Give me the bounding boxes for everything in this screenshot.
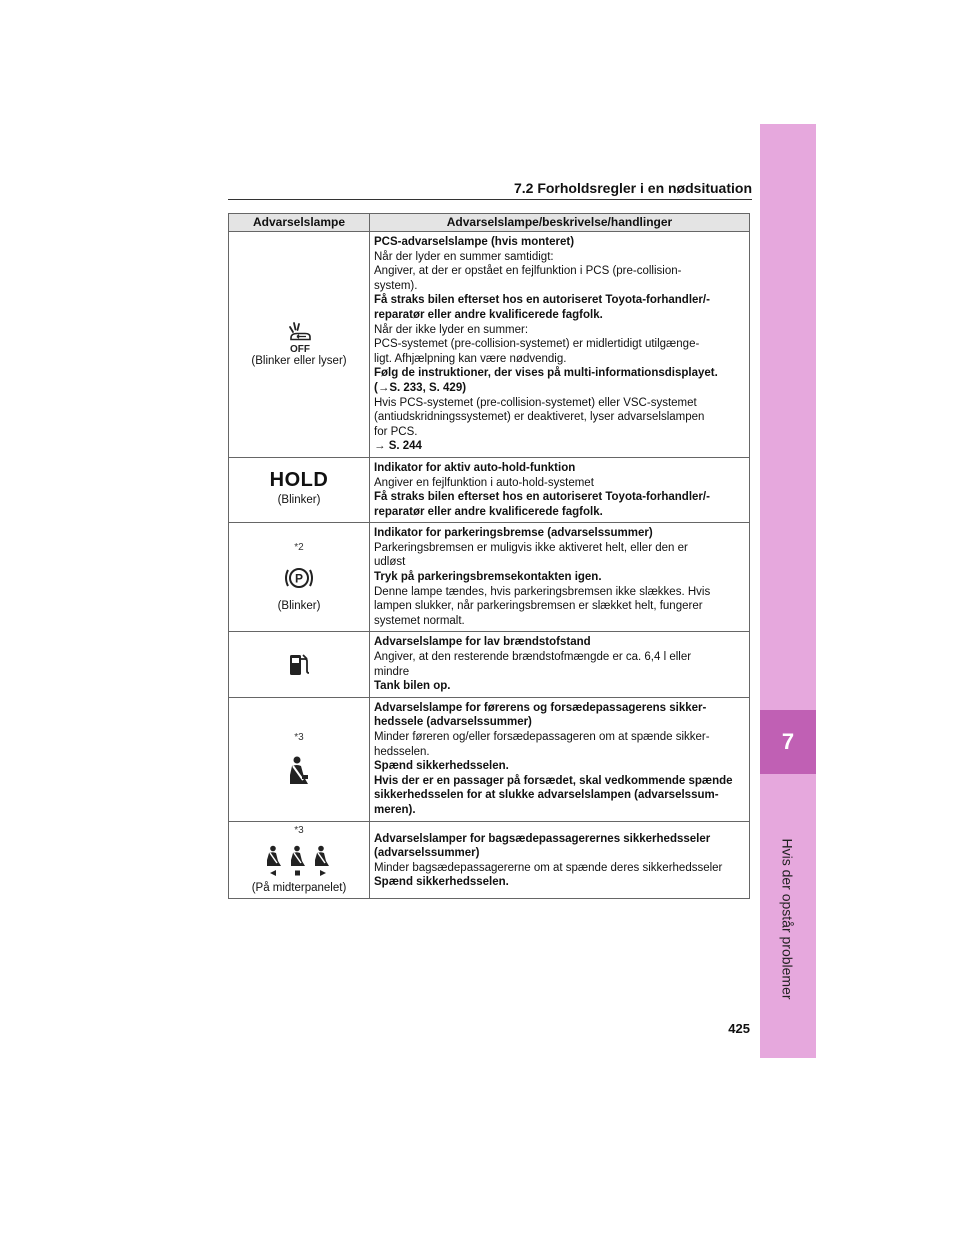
chapter-number: 7 <box>760 710 816 774</box>
table-row <box>229 632 750 697</box>
description-line: PCS-systemet (pre-collision-systemet) er midlertidigt utilgænge- <box>374 338 700 351</box>
description-line: meren). <box>374 803 416 816</box>
description-line: Angiver, at der er opstået en fejlfunktion i PCS (pre-collision- <box>374 265 682 278</box>
description-cell <box>370 232 750 458</box>
description-line: Angiver en fejlfunktion i auto-hold-systemet <box>374 476 594 489</box>
description-line: reparatør eller andre kvalificerede fagfolk. <box>374 308 603 321</box>
description-line: (advarselssummer) <box>374 847 480 860</box>
lamp-cell <box>229 697 370 821</box>
page-reference: (→S. 233, S. 429) <box>374 381 467 394</box>
description-line: Når der ikke lyder en summer: <box>374 323 529 336</box>
description-line: (antiudskridningssystemet) er deaktiveret, lyser advarselslampen <box>374 411 705 424</box>
parking-brake-icon-letter: P <box>294 571 304 586</box>
footnote-marker: *2 <box>294 541 304 553</box>
description-line: lampen slukker, når parkeringsbremsen er slækket helt, fungerer <box>374 600 703 613</box>
rear-seatbelts-icon <box>263 845 335 877</box>
description-line: Spænd sikkerhedsselen. <box>374 876 509 889</box>
lamp-cell <box>229 523 370 632</box>
description-cell <box>370 457 750 522</box>
column-header-description: Advarselslampe/beskrivelse/handlinger <box>370 214 750 232</box>
description-cell <box>370 632 750 697</box>
table-row <box>229 457 750 522</box>
description-line: Tryk på parkeringsbremsekontakten igen. <box>374 571 602 584</box>
description-line: hedsselen. <box>374 745 430 758</box>
description-line: hedssele (advarselssummer) <box>374 716 532 729</box>
page-number: 425 <box>728 1021 750 1036</box>
pcs-icon-off-label: OFF <box>290 344 310 355</box>
description-line: for PCS. <box>374 425 418 438</box>
description-line: Advarselslampe for førerens og forsædepassagerens sikker- <box>374 701 707 714</box>
column-header-lamp: Advarselslampe <box>229 214 370 232</box>
table-header-row <box>229 214 750 232</box>
description-line: Få straks bilen efterset hos en autoriseret Toyota-forhandler/- <box>374 491 710 504</box>
description-line: systemet normalt. <box>374 614 465 627</box>
pcs-warning-icon <box>281 320 317 354</box>
description-line: Hvis PCS-systemet (pre-collision-systemet) eller VSC-systemet <box>374 396 697 409</box>
description-line: Når der lyder en summer samtidigt: <box>374 250 554 263</box>
description-line: Få straks bilen efterset hos en autoriseret Toyota-forhandler/- <box>374 294 710 307</box>
lamp-caption: (På midterpanelet) <box>251 881 347 894</box>
description-line: Følg de instruktioner, der vises på multi-informationsdisplayet. <box>374 367 718 380</box>
chapter-title-vertical <box>760 784 816 1054</box>
footnote-marker: *3 <box>294 731 304 743</box>
description-line: Indikator for parkeringsbremse (advarselssummer) <box>374 527 653 540</box>
table-row <box>229 523 750 632</box>
description-line: PCS-advarselslampe (hvis monteret) <box>374 236 575 248</box>
parking-brake-icon <box>283 563 315 593</box>
lamp-cell <box>229 821 370 898</box>
description-line: Tank bilen op. <box>374 680 451 693</box>
table-row <box>229 821 750 898</box>
description-line: Minder bagsædepassagererne om at spænde deres sikkerhedsseler <box>374 861 723 874</box>
header-rule <box>228 199 752 200</box>
description-line: udløst <box>374 556 406 569</box>
footnote-marker: *3 <box>294 824 304 836</box>
lamp-cell <box>229 632 370 697</box>
description-cell <box>370 821 750 898</box>
description-line: Advarselslampe for lav brændstofstand <box>374 636 591 649</box>
description-line: system). <box>374 279 418 292</box>
description-line: Hvis der er en passager på forsædet, skal vedkommende spænde <box>374 774 733 787</box>
fuel-pump-icon <box>286 650 312 680</box>
chapter-title: Hvis der opstår problemer <box>780 838 796 1000</box>
warning-lamp-table <box>228 213 750 899</box>
description-line: Minder føreren og/eller forsædepassageren om at spænde sikker- <box>374 731 710 743</box>
lamp-cell <box>229 457 370 522</box>
description-line: Advarselslamper for bagsædepassagerernes sikkerhedsseler <box>374 832 711 845</box>
hold-indicator-icon: HOLD <box>269 468 329 491</box>
section-header: 7.2 Forholdsregler i en nødsituation <box>513 180 752 196</box>
description-line: Angiver, at den resterende brændstofmængde er ca. 6,4 l eller <box>374 651 692 664</box>
lamp-cell <box>229 232 370 458</box>
description-line: reparatør eller andre kvalificerede fagfolk. <box>374 505 603 518</box>
description-line: Indikator for aktiv auto-hold-funktion <box>374 461 576 474</box>
description-line: Parkeringsbremsen er muligvis ikke aktiveret helt, eller den er <box>374 541 688 554</box>
description-cell <box>370 697 750 821</box>
table-row <box>229 232 750 458</box>
description-cell <box>370 523 750 632</box>
description-line: Denne lampe tændes, hvis parkeringsbremsen ikke slækkes. Hvis <box>374 585 711 598</box>
table-row <box>229 697 750 821</box>
seatbelt-icon <box>284 755 314 787</box>
description-line: Spænd sikkerhedsselen. <box>374 760 509 773</box>
description-line: ligt. Afhjælpning kan være nødvendig. <box>374 352 567 365</box>
page-reference: → S. 244 <box>374 440 422 453</box>
lamp-caption: (Blinker eller lyser) <box>251 355 347 368</box>
chapter-side-tab <box>760 124 816 1058</box>
description-line: sikkerhedsselen for at slukke advarselslampen (advarselssum- <box>374 789 719 802</box>
lamp-caption: (Blinker) <box>277 600 321 613</box>
lamp-caption: (Blinker) <box>277 494 321 507</box>
description-line: mindre <box>374 665 410 678</box>
